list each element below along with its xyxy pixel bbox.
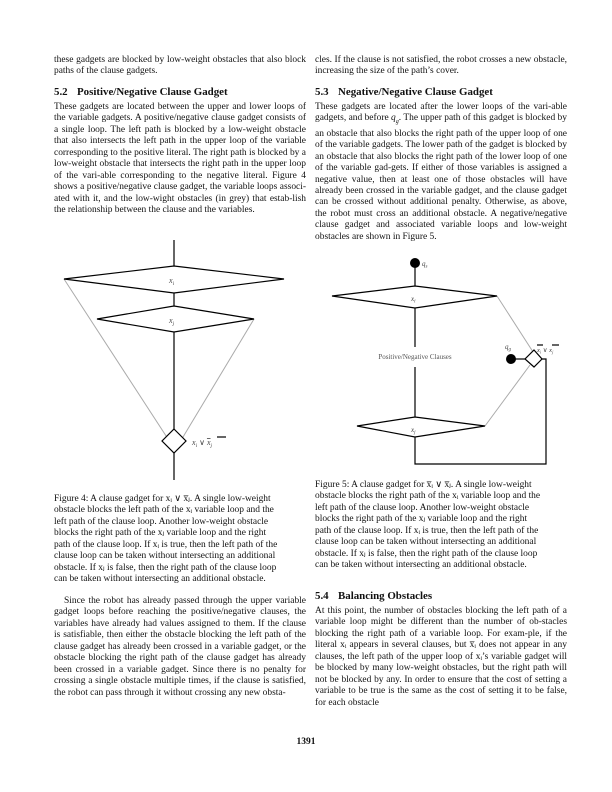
caption-line: can be taken without intersecting an additional obstacle. <box>315 560 527 571</box>
variable-loop-xj <box>357 417 485 437</box>
clause-label: $x_i$ ∨ $x_j$ <box>537 347 554 355</box>
caption-line: Figure 5: A clause gadget for x̅ᵢ ∨ x̅ⱼ. A single low-weight <box>315 480 532 490</box>
caption-line: obstacle. If xⱼ is false, then the right path of the clause loop <box>54 562 277 573</box>
obstacle-lower-line <box>485 365 530 426</box>
intro-paragraph: cles. If the clause is not satisfied, the robot crosses a new obstacle, increasing the size of the path’s cover. <box>315 55 567 77</box>
caption-line: blocks the right path of the xⱼ variable loop and the right <box>54 528 267 539</box>
figure-4-diagram <box>54 232 306 490</box>
left-continuation <box>54 596 306 699</box>
label-xi: $x_i$ <box>169 276 175 287</box>
left-column <box>54 55 306 216</box>
label-xj: $x_j$ <box>169 316 175 327</box>
continuation-paragraph: Since the robot has already passed through the upper variable gadget loops before reaching the positive/negative clauses, the variables have already had values assigned to them. If the clause is satisfiable, then either the obstacle blocking the left path of the clause gadget has already been crossed in a variable gadget, or the obstacle blocking the right path of the clause gadget has already been crossed in a variable gadget. Since there is no penalty for crossing a single obstacle multiple times, if the clause is satisfied, the robot can pass through it without crossing any new obsta- <box>54 596 306 698</box>
caption-line: obstacle blocks the left path of the xᵢ variable loop and the <box>54 505 274 516</box>
section-5-3-heading <box>315 86 567 99</box>
caption-line: clause loop can be taken without intersecting an additional <box>54 551 276 562</box>
caption-line: obstacle. If xⱼ is false, then the right path of the clause loop <box>315 548 538 559</box>
variable-loop-xj <box>97 306 254 332</box>
obstacle-left-line <box>64 279 170 442</box>
clause-gadget-diamond <box>162 429 186 453</box>
section-number: 5.4 <box>315 590 329 602</box>
figure-5-caption <box>315 480 567 572</box>
section-5-4-body: At this point, the number of obstacles blocking the left path of a variable loop might be different than the number of ob-stacles blocking the right path of a variable loop. For exam-ple, if the literal xᵢ appears in several clauses, but x̅ᵢ does not appear in any clauses, the left path of the upper loop of xᵢ’s variable gadget will be blocked by many low-weight obstacles, but the right path will not be blocked by any. In order to ensure that the cost of setting a variable to be true is the same as the cost of setting it to be false, for each obstacle <box>315 606 567 708</box>
label-xj: $x_j$ <box>411 426 416 436</box>
caption-line: blocks the right path of the xⱼ variable loop and the right <box>315 514 528 525</box>
figure-5-diagram <box>315 252 567 467</box>
start-label: $q_s$ <box>422 260 428 270</box>
variable-loop-xi <box>64 266 284 293</box>
intro-paragraph: these gadgets are blocked by low-weight obstacles that also block paths of the clause gadgets. <box>54 55 306 77</box>
section-title: Positive/Negative Clause Gadget <box>77 85 228 98</box>
section-5-4 <box>315 590 567 709</box>
clause-label: $x_i$ ∨ $x_j$ <box>192 438 213 449</box>
return-path <box>415 359 546 464</box>
caption-line: Figure 4: A clause gadget for xᵢ ∨ x̅ⱼ. A single low-weight <box>54 494 271 504</box>
caption-line: clause loop can be taken without intersecting an additional <box>315 537 537 548</box>
middle-label: Positive/Negative Clauses <box>378 353 452 361</box>
caption-line: path of the clause loop. If xᵢ is true, then the left path of the <box>54 539 278 550</box>
section-5-2-heading <box>54 86 306 99</box>
caption-line: path of the clause loop. If xᵢ is true, then the left path of the <box>315 525 539 536</box>
section-title: Balancing Obstacles <box>338 590 433 602</box>
caption-line: left path of the clause loop. Another low-weight obstacle <box>54 516 269 527</box>
right-column <box>315 55 567 243</box>
caption-line: can be taken without intersecting an additional obstacle. <box>54 574 266 585</box>
label-xi: $x_i$ <box>411 295 416 305</box>
section-5-3-body: These gadgets are located after the lower loops of the vari-able gadgets, and before $q_g$. The upper path of this gadget is blocked by an obstacle that also blocks the right path of the upper loop of one of the variable gadgets. The lower path of the gadget is blocked by an obstacle that also blocks the right path of the lower loop of one of the variable gad-gets. If either of those variables is assigned a negative value, then at least one of those obstacles will have already been crossed in the variable gadget, and the clause gadget can be crossed without additional penalty. Otherwise, as above, the robot must cross an additional obstacle. A negative/negative clause gadget and associated variable loops and low-weight obstacles are shown in Figure 5. <box>315 101 567 242</box>
figure-4-caption <box>54 494 306 586</box>
goal-label: $q_g$ <box>505 343 511 353</box>
section-number: 5.3 <box>315 85 329 98</box>
section-title: Negative/Negative Clause Gadget <box>338 85 493 98</box>
obstacle-upper-line <box>497 296 535 355</box>
variable-loop-xi <box>332 286 497 308</box>
section-5-4-heading <box>315 590 567 603</box>
page-number: 1391 <box>296 737 316 747</box>
section-5-2-body: These gadgets are located between the upper and lower loops of the variable gadgets. A positive/negative clause gadget consists of a single loop. The left path is blocked by a low-weight obstacle that also intersects the left path in the upper loop of the variable corresponding to the positive literal. The right path is blocked by a low-weight obstacle that intersects the right path in the upper loop of the vari-able corresponding to the negative literal. Figure 4 shows a positive/negative clause gadget, the variable loops associ-ated with it, and the low-wight obstacles (in grey) that estab-lish the relationship between the clause and the variables. <box>54 101 306 215</box>
obstacle-right-line <box>180 319 254 442</box>
section-number: 5.2 <box>54 85 68 98</box>
caption-line: left path of the clause loop. Another low-weight obstacle <box>315 502 530 513</box>
caption-line: obstacle blocks the right path of the xᵢ variable loop and the <box>315 491 541 502</box>
